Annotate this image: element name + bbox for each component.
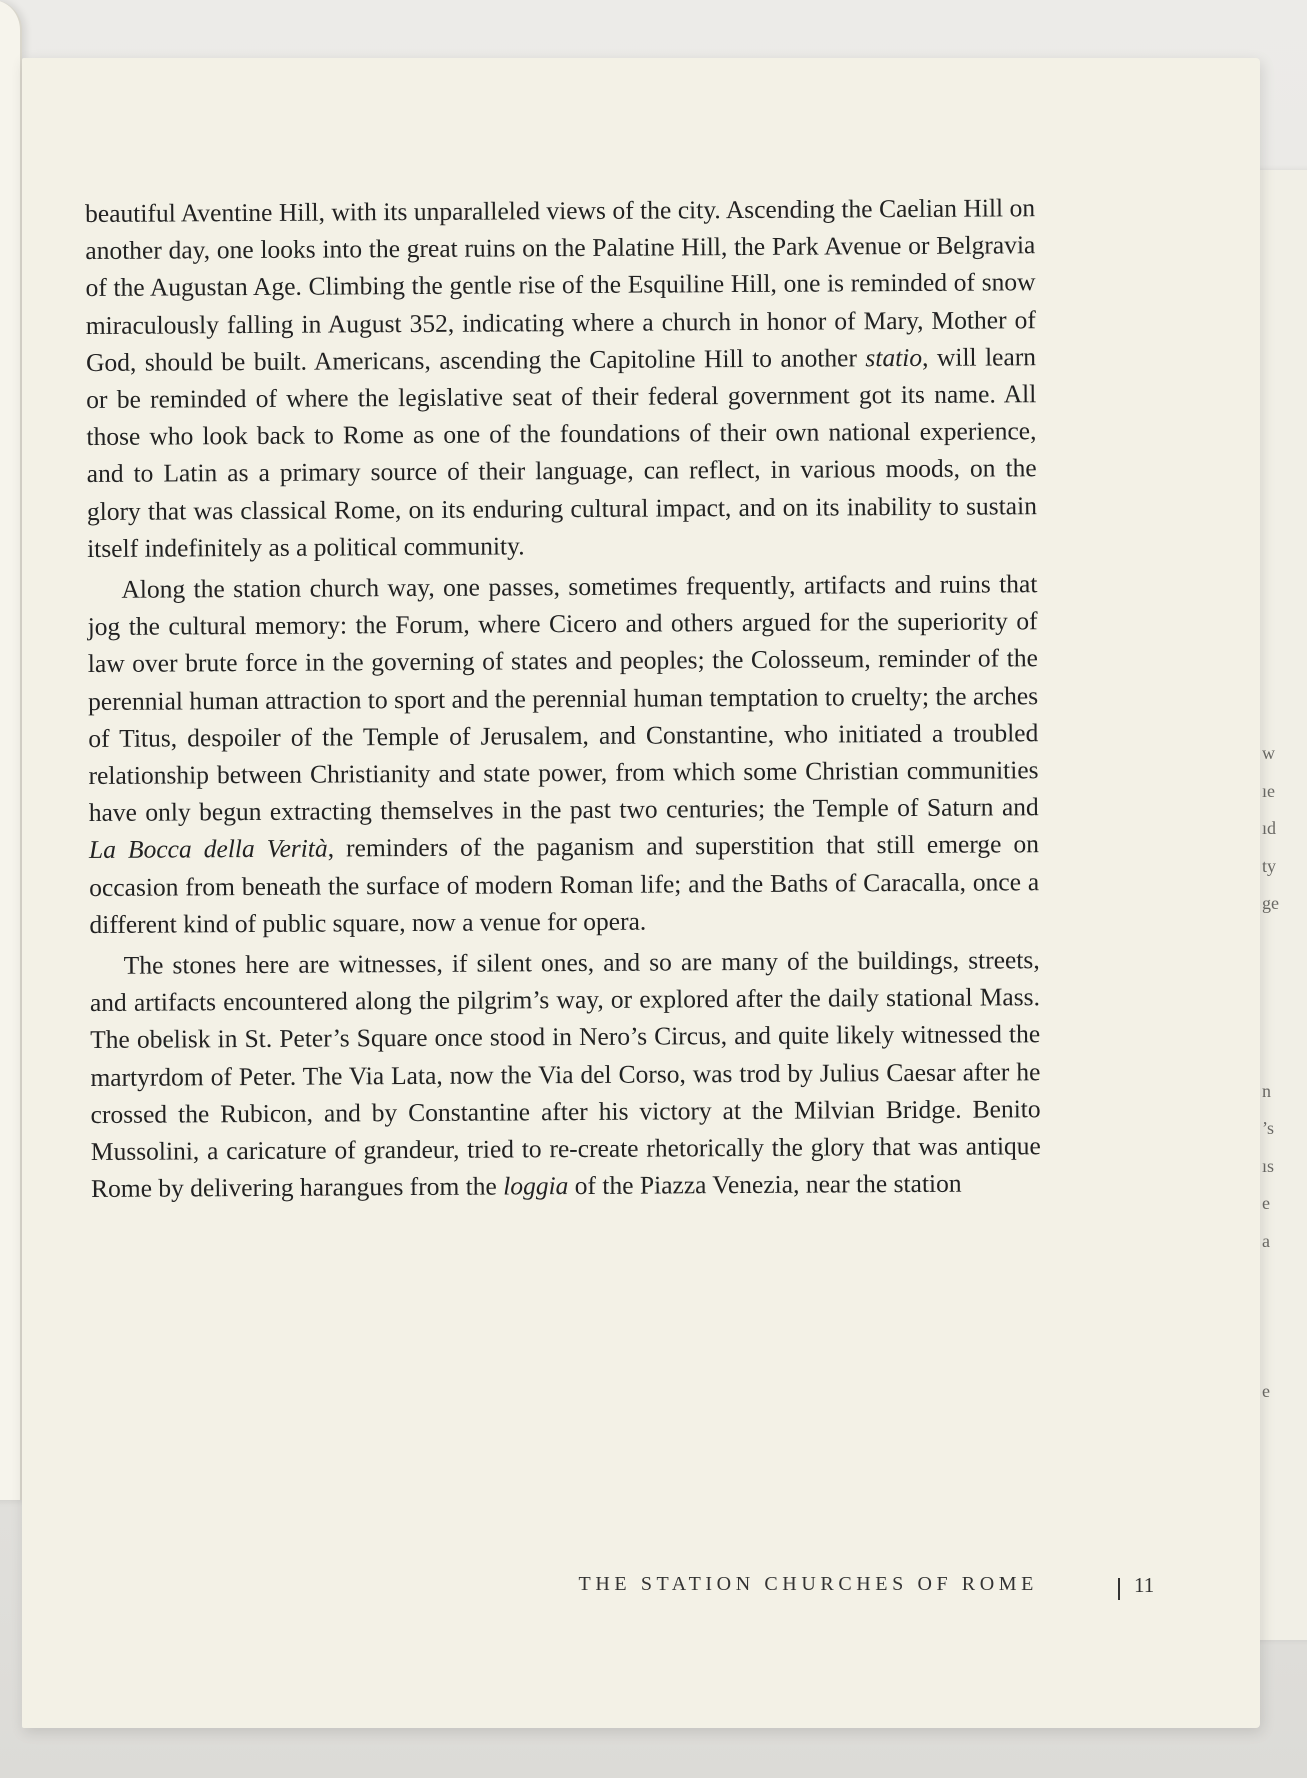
underlying-text-fragment: ıe xyxy=(1262,780,1275,801)
underlying-text-fragment: ’s xyxy=(1262,1118,1275,1138)
underlying-text-fragment: e xyxy=(1262,1193,1270,1213)
italic-text-run: La Bocca della Verità xyxy=(88,833,328,865)
underlying-text-fragment: ty xyxy=(1262,855,1277,876)
underlying-text-fragment xyxy=(1262,960,1302,998)
body-paragraph xyxy=(85,189,1037,567)
underlying-text-fragment: ıd xyxy=(1262,818,1277,838)
underlying-page-text-fragments xyxy=(1262,735,1302,1410)
underlying-text-fragment: e xyxy=(1262,1380,1270,1401)
underlying-text-fragment xyxy=(1262,1335,1302,1373)
italic-text-run: statio xyxy=(865,342,923,373)
underlying-text-fragment: n xyxy=(1262,1080,1271,1101)
underlying-text-fragment xyxy=(1262,1035,1302,1073)
running-head: THE STATION CHURCHES OF ROME xyxy=(578,1573,1038,1595)
body-paragraph xyxy=(87,565,1039,943)
underlying-text-fragment xyxy=(1262,923,1302,961)
underlying-text-fragment: w xyxy=(1262,743,1275,763)
left-page-edge xyxy=(0,0,22,1500)
folio-divider xyxy=(1118,1578,1120,1600)
body-paragraph xyxy=(90,941,1042,1207)
text-run: Along the station church way, one passes, sometimes frequently, artifacts and ruins that jog the cultural memory: the Forum, where Cicero and others argued for the superiority of law over brute force in the governing of states and peoples; the Colosseum, reminder of the perennial human attraction to sport and the perennial human temptation to cruelty; the arches of Titus, despoiler of the Temple of Jerusalem, and Constantine, who initiated a troubled relationship between Christianity and state power, from which some Christian communities have only begun extracting themselves in the past two centuries; the Temple of Saturn and xyxy=(87,569,1039,828)
page-footer xyxy=(498,1573,1168,1603)
underlying-text-fragment xyxy=(1262,998,1302,1036)
underlying-text-fragment xyxy=(1262,1260,1302,1298)
underlying-text-fragment: a xyxy=(1262,1230,1270,1251)
text-run: beautiful Aventine Hill, with its unparalleled views of the city. Ascending the Caelian Hill on another day, one looks into the great ruins on the Palatine Hill, the Park Avenue or Belgravia of the Augustan Age. Climbing the gentle rise of the Esquiline Hill, one is reminded of snow miraculously falling in August 352, indicating where a church in honor of Mary, Mother of God, should be built. Americans, ascending the Capitoline Hill to another xyxy=(85,193,1036,377)
text-run: of the Piazza Venezia, near the station xyxy=(568,1168,962,1201)
italic-text-run: loggia xyxy=(503,1171,569,1201)
underlying-text-fragment: ge xyxy=(1262,893,1279,913)
text-run: The stones here are witnesses, if silent ones, and so are many of the buildings, streets, and artifacts encountered along the pilgrim’s way, or explored after the daily stational Mass. The obelisk in St. Peter’s Square once stood in Nero’s Circus, and quite likely witnessed the martyrdom of Peter. The Via Lata, now the Via del Corso, was trod by Julius Caesar after he crossed the Rubicon, and by Constantine after his victory at the Milvian Bridge. Benito Mussolini, a caricature of grandeur, tried to re-create rhetorically the glory that was antique Rome by delivering harangues from the xyxy=(89,945,1041,1204)
page-number: 11 xyxy=(1134,1573,1155,1597)
underlying-text-fragment: ıs xyxy=(1262,1155,1275,1176)
page-body-text xyxy=(85,189,1041,1211)
underlying-text-fragment xyxy=(1262,1298,1302,1336)
text-run: , will learn or be reminded of where the legislative seat of their federal government got its name. All those who look back to Rome as one of the foundations of their own national experience, and to Latin as a primary source of their language, can reflect, in various moods, on the glory that was classical Rome, on its enduring cultural impact, and on its inability to sustain itself indefinitely as a political community. xyxy=(86,342,1038,563)
text-run: , reminders of the paganism and superstition that still emerge on occasion from beneath the surface of modern Roman life; and the Baths of Caracalla, once a different kind of public square, now a venue for opera. xyxy=(89,829,1040,939)
